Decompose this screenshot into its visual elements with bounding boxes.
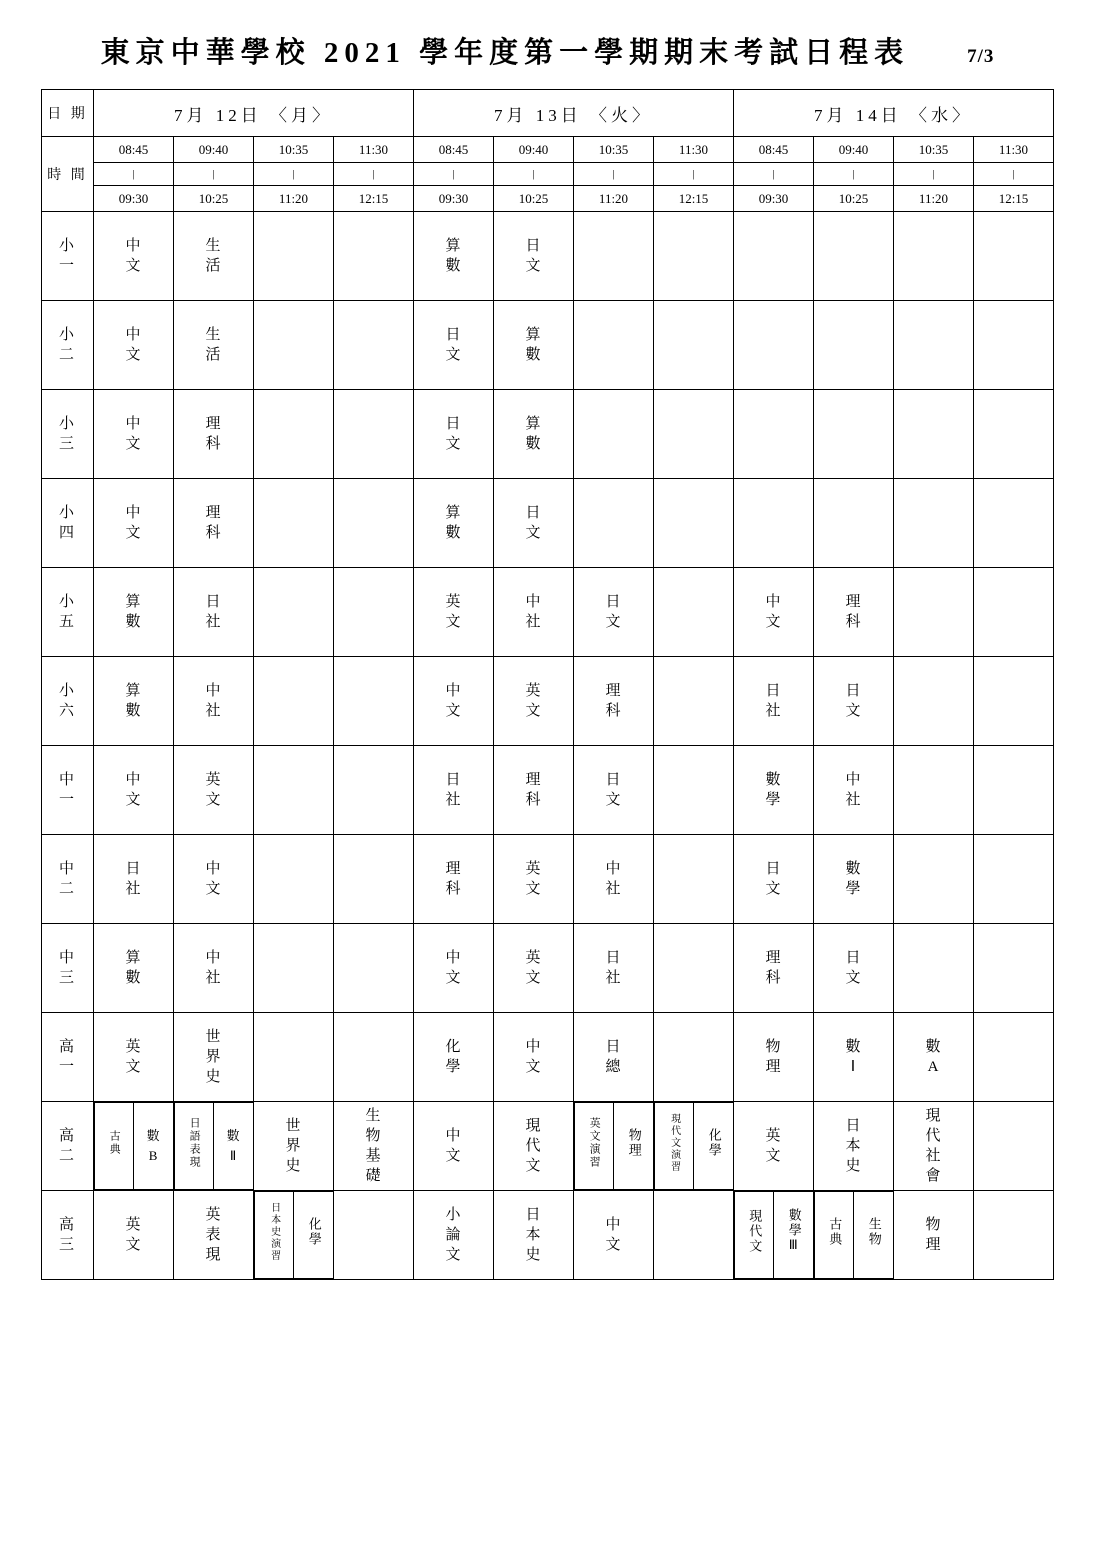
period-end-2-3: 11:20 xyxy=(574,186,654,212)
cell-r5-c12 xyxy=(974,568,1054,657)
cell-r3-c7 xyxy=(574,390,654,479)
table-row xyxy=(42,568,1054,657)
cell-r6-c11 xyxy=(894,657,974,746)
cell-r7-c7: 日 文 xyxy=(574,746,654,835)
cell-r11-c8-part2: 化學 xyxy=(694,1103,733,1190)
cell-r9-c5: 中 文 xyxy=(414,924,494,1013)
grade-label-12: 高 三 xyxy=(42,1191,94,1280)
cell-r8-c11 xyxy=(894,835,974,924)
cell-r1-c12 xyxy=(974,212,1054,301)
cell-r3-c9 xyxy=(734,390,814,479)
cell-r10-c6: 中 文 xyxy=(494,1013,574,1102)
table-row xyxy=(42,835,1054,924)
table-row xyxy=(42,924,1054,1013)
cell-r11-c11: 現 代 社 會 xyxy=(894,1102,974,1191)
cell-r1-c3 xyxy=(254,212,334,301)
period-start-2-4: 11:30 xyxy=(654,137,734,163)
cell-r12-c1: 英 文 xyxy=(94,1191,174,1280)
label-time: 時 間 xyxy=(42,137,94,212)
cell-r8-c4 xyxy=(334,835,414,924)
period-sep-2-1: | xyxy=(414,163,494,186)
cell-r5-c4 xyxy=(334,568,414,657)
cell-r3-c8 xyxy=(654,390,734,479)
period-end-2-1: 09:30 xyxy=(414,186,494,212)
cell-r11-c1 xyxy=(94,1102,174,1191)
cell-r5-c11 xyxy=(894,568,974,657)
period-sep-2-3: | xyxy=(574,163,654,186)
cell-r5-c1: 算 數 xyxy=(94,568,174,657)
cell-r6-c3 xyxy=(254,657,334,746)
cell-r9-c1: 算 數 xyxy=(94,924,174,1013)
cell-r12-c10-part2: 生物 xyxy=(854,1192,893,1279)
cell-r2-c5: 日 文 xyxy=(414,301,494,390)
cell-r1-c8 xyxy=(654,212,734,301)
page-number: 7/3 xyxy=(967,46,995,67)
cell-r11-c5: 中 文 xyxy=(414,1102,494,1191)
cell-r2-c6: 算 數 xyxy=(494,301,574,390)
cell-r8-c2: 中 文 xyxy=(174,835,254,924)
cell-r1-c6: 日 文 xyxy=(494,212,574,301)
cell-r7-c8 xyxy=(654,746,734,835)
table-row xyxy=(42,1013,1054,1102)
cell-r12-c6: 日 本 史 xyxy=(494,1191,574,1280)
cell-r12-c5: 小 論 文 xyxy=(414,1191,494,1280)
label-date: 日 期 xyxy=(42,90,94,137)
cell-r10-c8 xyxy=(654,1013,734,1102)
period-end-1-1: 09:30 xyxy=(94,186,174,212)
cell-r12-c9-part1: 現代文 xyxy=(735,1192,774,1279)
table-row xyxy=(42,479,1054,568)
cell-r10-c7: 日 總 xyxy=(574,1013,654,1102)
cell-r7-c9: 數 學 xyxy=(734,746,814,835)
cell-r11-c8-part1: 現代文演習 xyxy=(655,1103,694,1190)
cell-r9-c7: 日 社 xyxy=(574,924,654,1013)
cell-r12-c12 xyxy=(974,1191,1054,1280)
cell-r12-c2: 英 表 現 xyxy=(174,1191,254,1280)
cell-r2-c10 xyxy=(814,301,894,390)
cell-r12-c11: 物 理 xyxy=(894,1191,974,1280)
period-sep-2-4: | xyxy=(654,163,734,186)
cell-r7-c5: 日 社 xyxy=(414,746,494,835)
cell-r6-c10: 日 文 xyxy=(814,657,894,746)
period-start-3-4: 11:30 xyxy=(974,137,1054,163)
period-start-1-2: 09:40 xyxy=(174,137,254,163)
cell-r12-c3-part1: 日本史演習 xyxy=(255,1192,294,1279)
cell-r1-c9 xyxy=(734,212,814,301)
cell-r10-c5: 化 學 xyxy=(414,1013,494,1102)
cell-r9-c3 xyxy=(254,924,334,1013)
cell-r8-c10: 數 學 xyxy=(814,835,894,924)
cell-r6-c6: 英 文 xyxy=(494,657,574,746)
cell-r8-c6: 英 文 xyxy=(494,835,574,924)
cell-r12-c9 xyxy=(734,1191,814,1280)
period-end-2-4: 12:15 xyxy=(654,186,734,212)
cell-r2-c8 xyxy=(654,301,734,390)
cell-r3-c12 xyxy=(974,390,1054,479)
time-sep-row xyxy=(42,163,1054,186)
cell-r10-c11: 數 A xyxy=(894,1013,974,1102)
grade-label-10: 高 一 xyxy=(42,1013,94,1102)
period-start-3-3: 10:35 xyxy=(894,137,974,163)
grade-label-1: 小 一 xyxy=(42,212,94,301)
cell-r11-c7-part1: 英文演習 xyxy=(575,1103,614,1190)
period-sep-1-4: | xyxy=(334,163,414,186)
period-end-1-4: 12:15 xyxy=(334,186,414,212)
period-sep-3-2: | xyxy=(814,163,894,186)
cell-r5-c7: 日 文 xyxy=(574,568,654,657)
cell-r10-c4 xyxy=(334,1013,414,1102)
cell-r9-c11 xyxy=(894,924,974,1013)
cell-r6-c9: 日 社 xyxy=(734,657,814,746)
period-end-1-3: 11:20 xyxy=(254,186,334,212)
cell-r5-c10: 理 科 xyxy=(814,568,894,657)
time-end-row xyxy=(42,186,1054,212)
grade-label-6: 小 六 xyxy=(42,657,94,746)
cell-r8-c5: 理 科 xyxy=(414,835,494,924)
cell-r4-c4 xyxy=(334,479,414,568)
cell-r9-c6: 英 文 xyxy=(494,924,574,1013)
cell-r4-c5: 算 數 xyxy=(414,479,494,568)
page-title: 東京中華學校 2021 學年度第一學期期末考試日程表 xyxy=(100,37,910,69)
cell-r4-c1: 中 文 xyxy=(94,479,174,568)
cell-r1-c7 xyxy=(574,212,654,301)
period-sep-1-2: | xyxy=(174,163,254,186)
cell-r11-c8 xyxy=(654,1102,734,1191)
cell-r11-c2 xyxy=(174,1102,254,1191)
cell-r11-c1-part2: 數 B xyxy=(134,1103,173,1190)
grade-label-4: 小 四 xyxy=(42,479,94,568)
cell-r3-c3 xyxy=(254,390,334,479)
cell-r10-c12 xyxy=(974,1013,1054,1102)
day-header-1: 7月 12日 〈月〉 xyxy=(94,90,414,137)
grade-label-2: 小 二 xyxy=(42,301,94,390)
cell-r8-c9: 日 文 xyxy=(734,835,814,924)
cell-r3-c10 xyxy=(814,390,894,479)
cell-r11-c7-part2: 物理 xyxy=(614,1103,653,1190)
cell-r11-c3: 世 界 史 xyxy=(254,1102,334,1191)
table-row xyxy=(42,212,1054,301)
cell-r6-c12 xyxy=(974,657,1054,746)
period-end-3-2: 10:25 xyxy=(814,186,894,212)
table-row xyxy=(42,1102,1054,1191)
cell-r9-c9: 理 科 xyxy=(734,924,814,1013)
time-start-row xyxy=(42,137,1054,163)
period-sep-2-2: | xyxy=(494,163,574,186)
exam-schedule-table xyxy=(41,89,1054,1280)
cell-r9-c8 xyxy=(654,924,734,1013)
cell-r10-c1: 英 文 xyxy=(94,1013,174,1102)
period-end-1-2: 10:25 xyxy=(174,186,254,212)
cell-r4-c3 xyxy=(254,479,334,568)
day-header-2: 7月 13日 〈火〉 xyxy=(414,90,734,137)
cell-r9-c2: 中 社 xyxy=(174,924,254,1013)
cell-r6-c8 xyxy=(654,657,734,746)
period-start-2-3: 10:35 xyxy=(574,137,654,163)
cell-r7-c3 xyxy=(254,746,334,835)
cell-r5-c5: 英 文 xyxy=(414,568,494,657)
grade-label-11: 高 二 xyxy=(42,1102,94,1191)
cell-r4-c9 xyxy=(734,479,814,568)
period-start-2-1: 08:45 xyxy=(414,137,494,163)
cell-r11-c7 xyxy=(574,1102,654,1191)
cell-r3-c11 xyxy=(894,390,974,479)
cell-r7-c4 xyxy=(334,746,414,835)
cell-r2-c4 xyxy=(334,301,414,390)
cell-r1-c11 xyxy=(894,212,974,301)
cell-r3-c1: 中 文 xyxy=(94,390,174,479)
cell-r1-c10 xyxy=(814,212,894,301)
period-sep-3-3: | xyxy=(894,163,974,186)
cell-r7-c11 xyxy=(894,746,974,835)
table-row xyxy=(42,657,1054,746)
cell-r5-c8 xyxy=(654,568,734,657)
cell-r3-c4 xyxy=(334,390,414,479)
cell-r4-c12 xyxy=(974,479,1054,568)
period-end-3-1: 09:30 xyxy=(734,186,814,212)
cell-r2-c2: 生 活 xyxy=(174,301,254,390)
cell-r5-c9: 中 文 xyxy=(734,568,814,657)
cell-r5-c6: 中 社 xyxy=(494,568,574,657)
cell-r8-c12 xyxy=(974,835,1054,924)
cell-r4-c10 xyxy=(814,479,894,568)
cell-r11-c6: 現 代 文 xyxy=(494,1102,574,1191)
cell-r4-c7 xyxy=(574,479,654,568)
period-sep-3-4: | xyxy=(974,163,1054,186)
grade-label-5: 小 五 xyxy=(42,568,94,657)
cell-r9-c4 xyxy=(334,924,414,1013)
cell-r11-c9: 英 文 xyxy=(734,1102,814,1191)
cell-r2-c7 xyxy=(574,301,654,390)
cell-r12-c7: 中 文 xyxy=(574,1191,654,1280)
cell-r10-c3 xyxy=(254,1013,334,1102)
period-start-3-2: 09:40 xyxy=(814,137,894,163)
cell-r4-c6: 日 文 xyxy=(494,479,574,568)
cell-r7-c1: 中 文 xyxy=(94,746,174,835)
cell-r12-c10-part1: 古典 xyxy=(815,1192,854,1279)
period-start-3-1: 08:45 xyxy=(734,137,814,163)
period-start-1-3: 10:35 xyxy=(254,137,334,163)
date-header-row xyxy=(42,90,1054,137)
cell-r11-c2-part2: 數 Ⅱ xyxy=(214,1103,253,1190)
cell-r7-c6: 理 科 xyxy=(494,746,574,835)
cell-r2-c12 xyxy=(974,301,1054,390)
cell-r12-c4 xyxy=(334,1191,414,1280)
cell-r11-c4: 生 物 基 礎 xyxy=(334,1102,414,1191)
cell-r6-c2: 中 社 xyxy=(174,657,254,746)
cell-r1-c5: 算 數 xyxy=(414,212,494,301)
cell-r4-c2: 理 科 xyxy=(174,479,254,568)
grade-label-9: 中 三 xyxy=(42,924,94,1013)
period-start-2-2: 09:40 xyxy=(494,137,574,163)
day-header-3: 7月 14日 〈水〉 xyxy=(734,90,1054,137)
cell-r12-c10 xyxy=(814,1191,894,1280)
cell-r5-c2: 日 社 xyxy=(174,568,254,657)
cell-r10-c10: 數 Ⅰ xyxy=(814,1013,894,1102)
cell-r6-c1: 算 數 xyxy=(94,657,174,746)
cell-r6-c5: 中 文 xyxy=(414,657,494,746)
cell-r8-c3 xyxy=(254,835,334,924)
title-row xyxy=(0,0,1095,71)
cell-r8-c1: 日 社 xyxy=(94,835,174,924)
cell-r2-c1: 中 文 xyxy=(94,301,174,390)
cell-r3-c2: 理 科 xyxy=(174,390,254,479)
cell-r7-c12 xyxy=(974,746,1054,835)
cell-r2-c9 xyxy=(734,301,814,390)
table-row xyxy=(42,1191,1054,1280)
cell-r8-c7: 中 社 xyxy=(574,835,654,924)
cell-r6-c4 xyxy=(334,657,414,746)
cell-r1-c2: 生 活 xyxy=(174,212,254,301)
cell-r12-c8 xyxy=(654,1191,734,1280)
cell-r1-c1: 中 文 xyxy=(94,212,174,301)
cell-r12-c3-part2: 化學 xyxy=(294,1192,333,1279)
cell-r10-c2: 世 界 史 xyxy=(174,1013,254,1102)
table-row xyxy=(42,390,1054,479)
period-sep-3-1: | xyxy=(734,163,814,186)
cell-r8-c8 xyxy=(654,835,734,924)
grade-label-7: 中 一 xyxy=(42,746,94,835)
grade-label-3: 小 三 xyxy=(42,390,94,479)
cell-r7-c10: 中 社 xyxy=(814,746,894,835)
cell-r4-c11 xyxy=(894,479,974,568)
period-start-1-4: 11:30 xyxy=(334,137,414,163)
period-end-2-2: 10:25 xyxy=(494,186,574,212)
cell-r3-c6: 算 數 xyxy=(494,390,574,479)
cell-r12-c3 xyxy=(254,1191,334,1280)
cell-r9-c10: 日 文 xyxy=(814,924,894,1013)
period-start-1-1: 08:45 xyxy=(94,137,174,163)
cell-r2-c11 xyxy=(894,301,974,390)
cell-r4-c8 xyxy=(654,479,734,568)
period-end-3-3: 11:20 xyxy=(894,186,974,212)
cell-r9-c12 xyxy=(974,924,1054,1013)
grade-label-8: 中 二 xyxy=(42,835,94,924)
period-sep-1-3: | xyxy=(254,163,334,186)
table-row xyxy=(42,301,1054,390)
cell-r2-c3 xyxy=(254,301,334,390)
cell-r11-c12 xyxy=(974,1102,1054,1191)
cell-r10-c9: 物 理 xyxy=(734,1013,814,1102)
cell-r6-c7: 理 科 xyxy=(574,657,654,746)
cell-r11-c1-part1: 古典 xyxy=(95,1103,134,1190)
cell-r12-c9-part2: 數學Ⅲ xyxy=(774,1192,813,1279)
cell-r1-c4 xyxy=(334,212,414,301)
period-end-3-4: 12:15 xyxy=(974,186,1054,212)
table-row xyxy=(42,746,1054,835)
period-sep-1-1: | xyxy=(94,163,174,186)
cell-r11-c2-part1: 日語表現 xyxy=(175,1103,214,1190)
cell-r7-c2: 英 文 xyxy=(174,746,254,835)
cell-r5-c3 xyxy=(254,568,334,657)
cell-r11-c10: 日 本 史 xyxy=(814,1102,894,1191)
cell-r3-c5: 日 文 xyxy=(414,390,494,479)
